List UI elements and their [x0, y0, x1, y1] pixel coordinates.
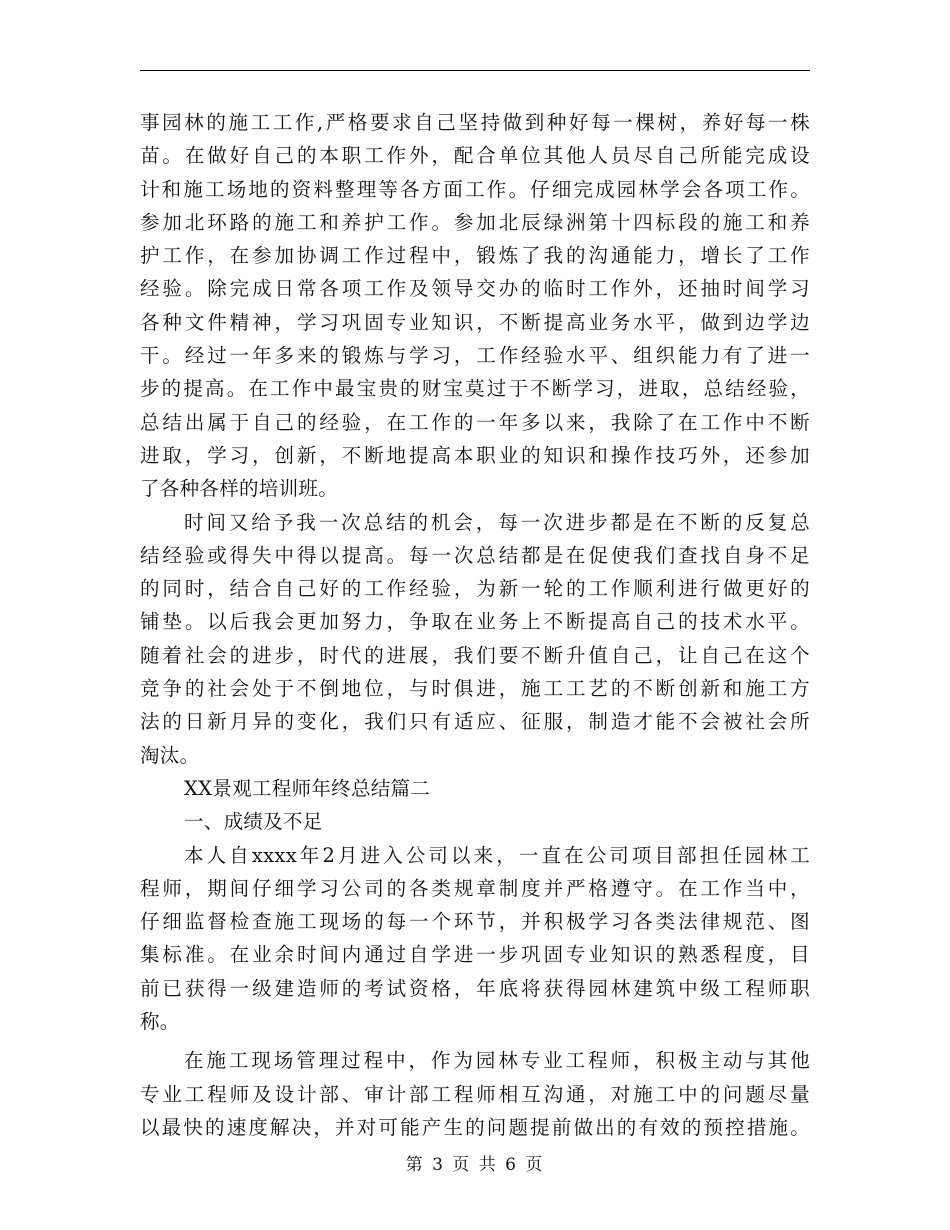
- text-line: 了各种各样的培训班。: [140, 477, 339, 501]
- paragraph-achievements: [140, 839, 810, 1039]
- text-line: 前已获得一级建造师的考试资格，年底将获得园林建筑中级工程师职: [140, 976, 810, 1000]
- text-line: 的同时，结合自己好的工作经验，为新一轮的工作顺利进行做更好的: [140, 577, 810, 601]
- text-line: 护工作，在参加协调工作过程中，锻炼了我的沟通能力，增长了工作: [140, 244, 810, 268]
- text-line: 竞争的社会处于不倒地位，与时俱进，施工工艺的不断创新和施工方: [140, 677, 810, 701]
- text-line: 总结出属于自己的经验，在工作的一年多以来，我除了在工作中不断: [140, 410, 810, 434]
- text-line: 进取，学习，创新，不断地提高本职业的知识和操作技巧外，还参加: [140, 443, 810, 467]
- text-line: 本人自xxxx年2月进入公司以来，一直在公司项目部担任园林工: [184, 843, 810, 867]
- text-line: 专业工程师及设计部、审计部工程师相互沟通，对施工中的问题尽量: [140, 1082, 810, 1106]
- text-line: 法的日新月异的变化，我们只有适应、征服，制造才能不会被社会所: [140, 710, 810, 734]
- document-body: [140, 106, 810, 1144]
- paragraph-summary: [140, 506, 810, 772]
- text-line: 以最快的速度解决，并对可能产生的问题提前做出的有效的预控措施。: [140, 1115, 810, 1139]
- text-line: 参加北环路的施工和养护工作。参加北辰绿洲第十四标段的施工和养: [140, 210, 810, 234]
- text-line: 事园林的施工工作,严格要求自己坚持做到种好每一棵树，养好每一株: [140, 111, 810, 134]
- text-line: 铺垫。以后我会更加努力，争取在业务上不断提高自己的技术水平。: [140, 610, 810, 634]
- text-line: 随着社会的进步，时代的进展，我们要不断升值自己，让自己在这个: [140, 643, 810, 667]
- subsection-title: 一、成绩及不足: [184, 810, 323, 834]
- text-line: 在施工现场管理过程中，作为园林专业工程师，积极主动与其他: [184, 1049, 810, 1073]
- text-line: 称。: [140, 1010, 180, 1034]
- text-line: 时间又给予我一次总结的机会，每一次进步都是在不断的反复总: [184, 510, 810, 534]
- text-line: 经验。除完成日常各项工作及领导交办的临时工作外，还抽时间学习: [140, 277, 810, 301]
- header-rule: [140, 70, 810, 71]
- text-line: 各种文件精神，学习巩固专业知识，不断提高业务水平，做到边学边: [140, 310, 810, 334]
- text-line: 程师，期间仔细学习公司的各类规章制度并严格遵守。在工作当中，: [140, 876, 810, 900]
- text-line: 仔细监督检查施工现场的每一个环节，并积极学习各类法律规范、图: [140, 910, 810, 934]
- text-line: 干。经过一年多来的锻炼与学习，工作经验水平、组织能力有了进一: [140, 344, 810, 368]
- paragraph-site-management: [140, 1044, 810, 1144]
- text-line: 结经验或得失中得以提高。每一次总结都是在促使我们查找自身不足: [140, 543, 810, 567]
- text-line: 计和施工场地的资料整理等各方面工作。仔细完成园林学会各项工作。: [140, 177, 810, 201]
- paragraph-continued: [140, 106, 810, 506]
- text-line: 淘汰。: [140, 743, 200, 767]
- text-line: 苗。在做好自己的本职工作外，配合单位其他人员尽自己所能完成设: [140, 144, 810, 168]
- section-title: XX景观工程师年终总结篇二: [184, 776, 431, 800]
- text-line: 集标准。在业余时间内通过自学进一步巩固专业知识的熟悉程度，目: [140, 943, 810, 967]
- text-line: 步的提高。在工作中最宝贵的财宝莫过于不断学习，进取，总结经验，: [140, 377, 810, 401]
- page-number-footer: 第 3 页 共 6 页: [405, 1155, 545, 1175]
